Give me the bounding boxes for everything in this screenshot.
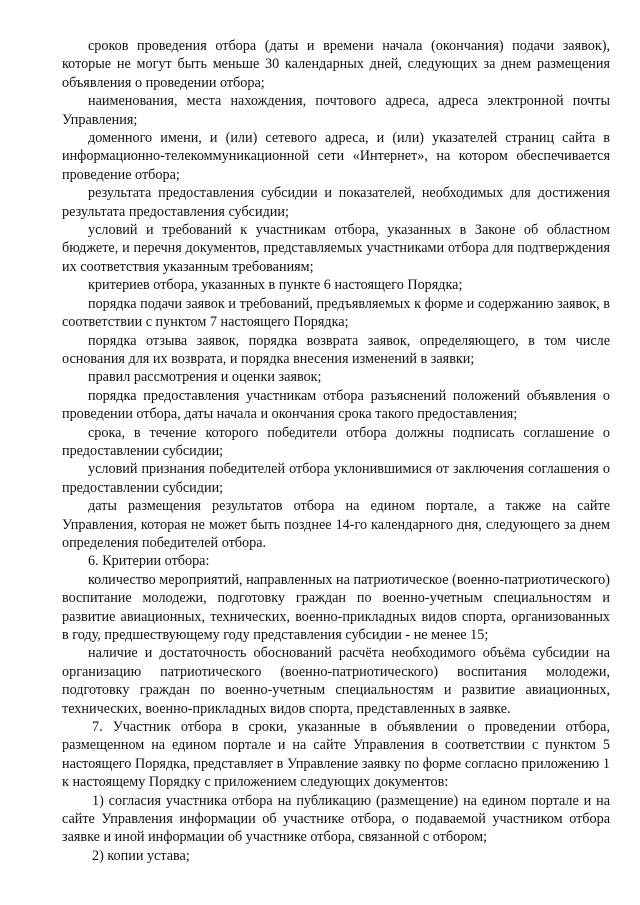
paragraph-criterion-events: количество мероприятий, направленных на патриотическое (военно-патриотического) воспитание молодежи, подготовку граждан по военно-учетным специальностям и развитие авиационных, технических, военно-прикладных видов спорта, организованных в году, предшествующему году представления субсидии - не менее 15; bbox=[62, 571, 610, 643]
paragraph-application-withdrawal: порядка отзыва заявок, порядка возврата заявок, определяющего, в том числе основания для их возврата, и порядка внесения изменений в заявки; bbox=[62, 332, 610, 367]
paragraph-selection-criteria-ref: критериев отбора, указанных в пункте 6 настоящего Порядка; bbox=[88, 277, 463, 294]
list-item-1-consent: 1) согласия участника отбора на публикацию (размещение) на едином портале и на сайте Управления информации об участнике отбора, о подаваемой участником отбора заявке и иной информации об участнике отбора, связанной с отбором; bbox=[62, 792, 610, 846]
section-6-heading: 6. Критерии отбора: bbox=[88, 553, 210, 570]
paragraph-application-procedure: порядка подачи заявок и требований, предъявляемых к форме и содержанию заявок, в соответствии с пунктом 7 настоящего Порядка; bbox=[62, 295, 610, 331]
document-body bbox=[62, 37, 610, 865]
paragraph-administration-address: наименования, места нахождения, почтового адреса, адреса электронной почты Управления; bbox=[62, 93, 610, 128]
paragraph-participant-requirements: условий и требований к участникам отбора, указанных в Законе об областном бюджете, и перечня документов, представляемых участниками отбора для подтверждения их соответствия указанным требованиям; bbox=[62, 222, 610, 275]
paragraph-domain-name: доменного имени, и (или) сетевого адреса, и (или) указателей страниц сайта в информационно-телекоммуникационной сети «Интернет», на котором обеспечивается проведение отбора; bbox=[62, 130, 610, 183]
section-7-paragraph: 7. Участник отбора в сроки, указанные в объявлении о проведении отбора, размещенном на едином портале и на сайте Управления в соответствии с пунктом 5 настоящего Порядка, представляет в Управление заявку по форме согласно приложению 1 к настоящему Порядку с приложением следующих документов: bbox=[62, 719, 610, 791]
paragraph-criterion-justification: наличие и достаточность обоснований расчёта необходимого объёма субсидии на организацию патриотического (военно-патриотического) воспитания молодежи, подготовку граждан по военно-учетным специальностям и развитие авиационных, технических, военно-прикладных видов спорта, представленных в заявке. bbox=[62, 645, 610, 717]
paragraph-evasion-conditions: условий признания победителей отбора уклонившимися от заключения соглашения о предоставлении субсидии; bbox=[62, 461, 610, 496]
paragraph-subsidy-result: результата предоставления субсидии и показателей, необходимых для достижения результата предоставления субсидии; bbox=[62, 185, 610, 220]
list-item-2-charter: 2) копии устава; bbox=[92, 847, 190, 864]
paragraph-review-rules: правил рассмотрения и оценки заявок; bbox=[88, 369, 322, 386]
paragraph-results-date: даты размещения результатов отбора на едином портале, а также на сайте Управления, которая не может быть позднее 14-го календарного дня, следующего за днем определения победителей отбора. bbox=[62, 498, 610, 551]
paragraph-clarifications: порядка предоставления участникам отбора разъяснений положений объявления о проведении отбора, даты начала и окончания срока такого предоставления; bbox=[62, 387, 610, 423]
paragraph-deadlines: сроков проведения отбора (даты и времени начала (окончания) подачи заявок), которые не могут быть меньше 30 календарных дней, следующих за днем размещения объявления о проведении отбора; bbox=[62, 38, 610, 91]
paragraph-agreement-deadline: срока, в течение которого победители отбора должны подписать соглашение о предоставлении субсидии; bbox=[62, 424, 610, 459]
